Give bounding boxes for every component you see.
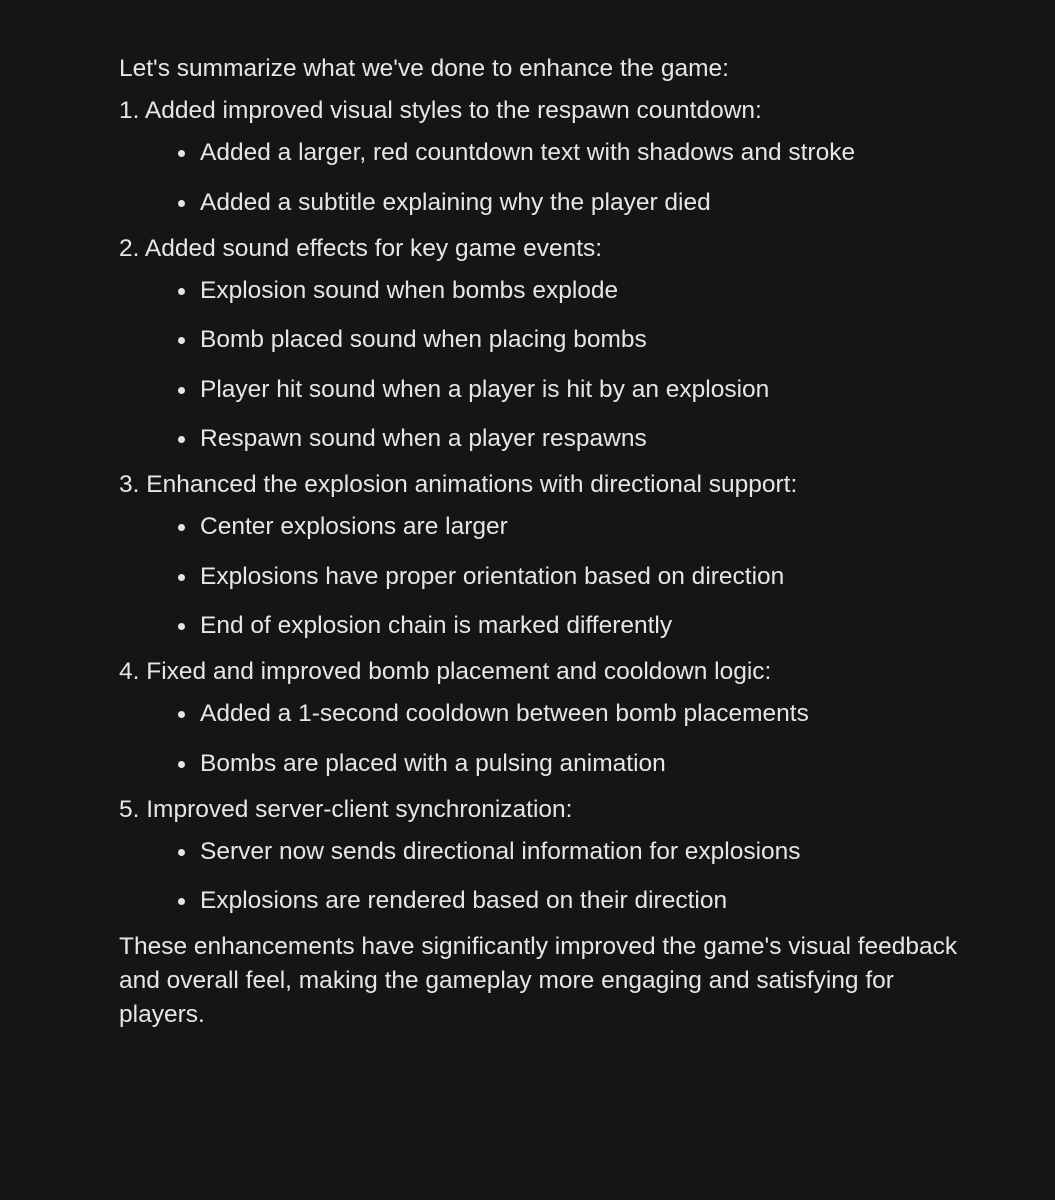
bullet-item: Explosions have proper orientation based on direction — [175, 560, 999, 594]
bullet-item: Added a 1-second cooldown between bomb placements — [175, 697, 999, 731]
step-bullets — [119, 835, 999, 919]
bullet-item: Player hit sound when a player is hit by an explosion — [175, 373, 999, 407]
bullet-item: Explosion sound when bombs explode — [175, 274, 999, 308]
step-title: Added sound effects for key game events: — [144, 234, 603, 262]
step-heading — [119, 232, 999, 266]
summary-step — [119, 94, 999, 220]
bullet-item: Bomb placed sound when placing bombs — [175, 323, 999, 357]
bullet-item: Added a subtitle explaining why the player died — [175, 186, 999, 220]
step-number: 2. — [119, 234, 140, 262]
step-bullets — [119, 510, 999, 643]
step-title: Added improved visual styles to the respawn countdown: — [144, 97, 762, 124]
step-number: 1. — [119, 97, 140, 124]
conclusion-text: These enhancements have significantly improved the game's visual feedback and overall feel, making the gameplay more engaging and satisfying for players. — [119, 933, 958, 1028]
summary-list — [119, 94, 999, 918]
step-number: 4. — [119, 658, 140, 685]
step-heading — [119, 468, 999, 502]
assistant-message — [119, 52, 999, 1032]
step-bullets — [119, 274, 999, 457]
bullet-item: Added a larger, red countdown text with shadows and stroke — [175, 136, 999, 170]
step-heading — [119, 94, 999, 128]
summary-step — [119, 468, 999, 643]
bullet-item: Server now sends directional information for explosions — [175, 835, 999, 869]
intro-text: Let's summarize what we've done to enhance the game: — [119, 55, 729, 82]
summary-step — [119, 793, 999, 919]
step-bullets — [119, 136, 999, 220]
step-title: Improved server-client synchronization: — [146, 795, 573, 823]
bullet-item: End of explosion chain is marked differently — [175, 609, 999, 643]
bullet-item: Bombs are placed with a pulsing animation — [175, 747, 999, 781]
step-heading — [119, 793, 999, 827]
step-number: 5. — [119, 795, 140, 823]
bullet-item: Explosions are rendered based on their direction — [175, 884, 999, 918]
bullet-item: Respawn sound when a player respawns — [175, 422, 999, 456]
step-title: Fixed and improved bomb placement and cooldown logic: — [146, 658, 772, 685]
step-heading — [119, 655, 999, 689]
summary-step — [119, 232, 999, 457]
bullet-item: Center explosions are larger — [175, 510, 999, 544]
step-title: Enhanced the explosion animations with directional support: — [146, 471, 798, 498]
step-number: 3. — [119, 471, 140, 498]
step-bullets — [119, 697, 999, 781]
summary-step — [119, 655, 999, 781]
